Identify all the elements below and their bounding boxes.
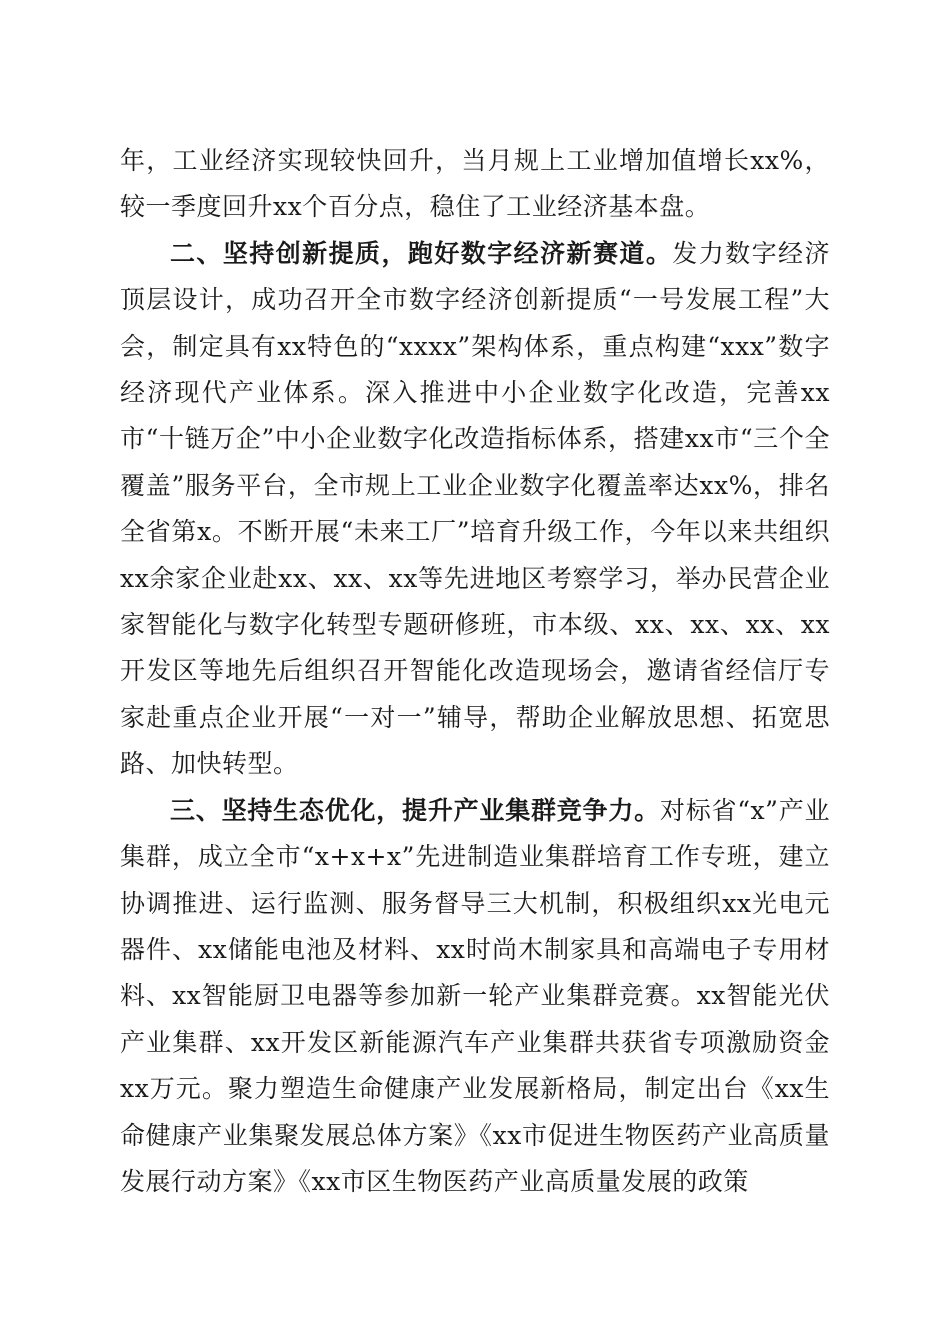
paragraph-text: 发力数字经济顶层设计，成功召开全市数字经济创新提质“一号发展工程”大会，制定具有xx特色的“xxxx”架构体系，重点构建“xxx”数字经济现代产业体系。深入推进中小企业数字化改造，完善xx市“十链万企”中小企业数字化改造指标体系，搭建xx市“三个全覆盖”服务平台，全市规上工业企业数字化覆盖率达xx%，排名全省第x。不断开展“未来工厂”培育升级工作，今年以来共组织xx余家企业赴xx、xx、xx等先进地区考察学习，举办民营企业家智能化与数字化转型专题研修班，市本级、xx、xx、xx、xx开发区等地先后组织召开智能化改造现场会，邀请省经信厅专家赴重点企业开展“一对一”辅导，帮助企业解放思想、拓宽思路、加快转型。 [120,238,830,779]
paragraph-text: 年，工业经济实现较快回升，当月规上工业增加值增长xx%，较一季度回升xx个百分点，稳住了工业经济基本盘。 [120,146,830,222]
paragraph-continuation [120,138,830,231]
paragraph-text: 对标省“x”产业集群，成立全市“x+x+x”先进制造业集群培育工作专班，建立协调推进、运行监测、服务督导三大机制，积极组织xx光电元器件、xx储能电池及材料、xx时尚木制家具和高端电子专用材料、xx智能厨卫电器等参加新一轮产业集群竞赛。xx智能光伏产业集群、xx开发区新能源汽车产业集群共获省专项激励资金xx万元。聚力塑造生命健康产业发展新格局，制定出台《xx生命健康产业集聚发展总体方案》《xx市促进生物医药产业高质量发展行动方案》《xx市区生物医药产业高质量发展的政策 [120,795,830,1196]
document-page [120,138,830,1205]
paragraph-section-3 [120,788,830,1206]
paragraph-section-2 [120,231,830,788]
section-heading: 三、坚持生态优化，提升产业集群竞争力。 [170,795,660,825]
section-heading: 二、坚持创新提质，跑好数字经济新赛道。 [170,238,673,268]
